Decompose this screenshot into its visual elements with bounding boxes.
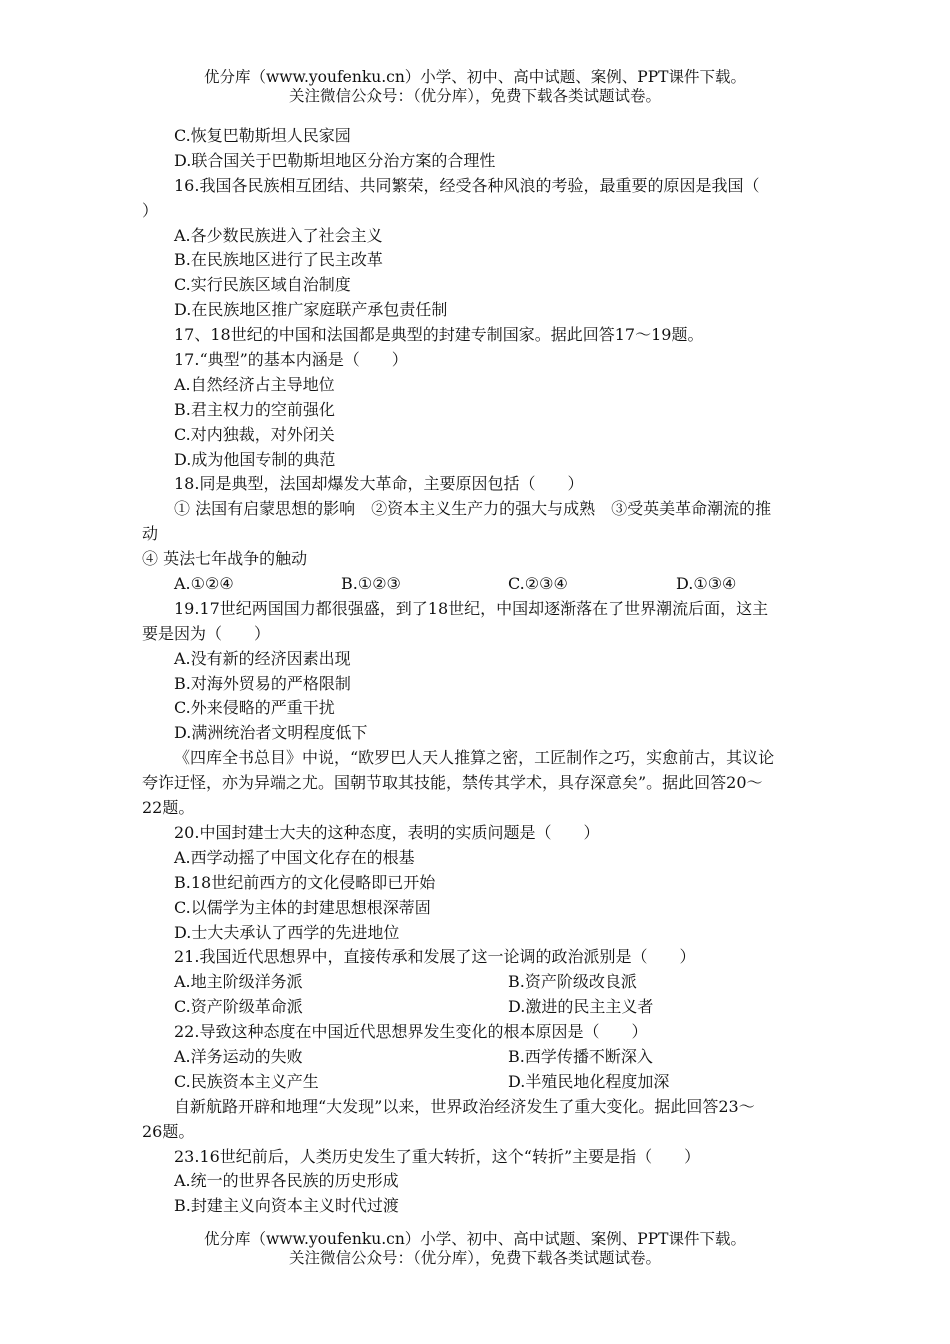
option-b: B.西学传播不断深入 (508, 1046, 653, 1066)
text-line: ） (142, 200, 159, 220)
option-c: C.民族资本主义产生 (174, 1071, 319, 1091)
passage-line: 26题。 (142, 1121, 195, 1141)
option-line: B.在民族地区进行了民主改革 (174, 250, 383, 270)
question-22: 22.导致这种态度在中国近代思想界发生变化的根本原因是（ ） (174, 1022, 648, 1042)
option-line: D.满洲统治者文明程度低下 (174, 723, 368, 743)
text-line: ④ 英法七年战争的触动 (142, 549, 308, 569)
option-c: C.②③④ (508, 574, 568, 594)
option-line: B.对海外贸易的严格限制 (174, 673, 351, 693)
option-line: C.外来侵略的严重干扰 (174, 698, 335, 718)
question-20: 20.中国封建士大夫的这种态度，表明的实质问题是（ ） (174, 822, 600, 842)
page-header (0, 68, 950, 106)
footer-line-2: 关注微信公众号：（优分库），免费下载各类试题试卷。 (288, 1249, 661, 1267)
option-a: A.①②④ (174, 574, 234, 594)
option-line: C.以儒学为主体的封建思想根深蒂固 (174, 897, 431, 917)
question-body (142, 124, 814, 1219)
option-b: B.资产阶级改良派 (508, 972, 637, 992)
text-line: 动 (142, 524, 159, 544)
question-23: 23.16世纪前后，人类历史发生了重大转折，这个“转折”主要是指（ ） (174, 1146, 701, 1166)
q18-options-row (142, 572, 814, 597)
text-line: D.联合国关于巴勒斯坦地区分治方案的合理性 (174, 150, 496, 170)
passage-line: 《四库全书总目》中说，“欧罗巴人天人推算之密，工匠制作之巧，实愈前古，其议论 (174, 748, 775, 768)
header-line-2: 关注微信公众号：（优分库），免费下载各类试题试卷。 (288, 87, 661, 105)
option-line: C.实行民族区域自治制度 (174, 275, 351, 295)
passage-line: 22题。 (142, 798, 195, 818)
text-line: 要是因为（ ） (142, 623, 271, 643)
q21-options-row-2 (142, 995, 814, 1020)
question-17: 17.“典型”的基本内涵是（ ） (174, 350, 408, 370)
text-line: ① 法国有启蒙思想的影响 ②资本主义生产力的强大与成熟 ③受英美革命潮流的推 (174, 499, 772, 519)
question-21: 21.我国近代思想界中，直接传承和发展了这一论调的政治派别是（ ） (174, 947, 696, 967)
option-a: A.地主阶级洋务派 (174, 972, 303, 992)
q21-options-row-1 (142, 970, 814, 995)
option-c: C.资产阶级革命派 (174, 997, 303, 1017)
option-b: B.①②③ (341, 574, 401, 594)
option-d: D.①③④ (676, 574, 737, 594)
question-19: 19.17世纪两国国力都很强盛，到了18世纪，中国却逐渐落在了世界潮流后面，这主 (174, 598, 769, 618)
question-18: 18.同是典型，法国却爆发大革命，主要原因包括（ ） (174, 474, 584, 494)
option-line: A.统一的世界各民族的历史形成 (174, 1171, 399, 1191)
option-line: B.君主权力的空前强化 (174, 399, 335, 419)
header-line-1: 优分库（www.youfenku.cn）小学、初中、高中试题、案例、PPT课件下载。 (203, 68, 747, 86)
option-line: C.对内独裁，对外闭关 (174, 424, 335, 444)
option-line: D.在民族地区推广家庭联产承包责任制 (174, 300, 448, 320)
passage-line: 夸诈迂怪，亦为异端之尤。国朝节取其技能，禁传其学术，具存深意矣”。据此回答20～ (142, 773, 763, 793)
option-line: B.18世纪前西方的文化侵略即已开始 (174, 872, 436, 892)
text-line: C.恢复巴勒斯坦人民家园 (174, 126, 351, 145)
option-line: A.自然经济占主导地位 (174, 374, 335, 394)
option-line: B.封建主义向资本主义时代过渡 (174, 1196, 399, 1216)
option-a: A.洋务运动的失败 (174, 1046, 303, 1066)
question-16: 16.我国各民族相互团结、共同繁荣，经受各种风浪的考验，最重要的原因是我国（ (174, 175, 760, 195)
option-d: D.激进的民主主义者 (508, 997, 654, 1017)
option-line: A.各少数民族进入了社会主义 (174, 225, 383, 245)
option-line: D.成为他国专制的典范 (174, 449, 336, 469)
option-line: D.士大夫承认了西学的先进地位 (174, 922, 400, 942)
option-d: D.半殖民地化程度加深 (508, 1071, 670, 1091)
footer-line-1: 优分库（www.youfenku.cn）小学、初中、高中试题、案例、PPT课件下载。 (203, 1230, 747, 1248)
q22-options-row-2 (142, 1070, 814, 1095)
passage-line: 自新航路开辟和地理“大发现”以来，世界政治经济发生了重大变化。据此回答23～ (174, 1096, 755, 1116)
question-group-intro: 17、18世纪的中国和法国都是典型的封建专制国家。据此回答17～19题。 (174, 325, 704, 345)
q22-options-row-1 (142, 1045, 814, 1070)
option-line: A.没有新的经济因素出现 (174, 648, 351, 668)
page-footer (0, 1230, 950, 1268)
option-line: A.西学动摇了中国文化存在的根基 (174, 847, 415, 867)
